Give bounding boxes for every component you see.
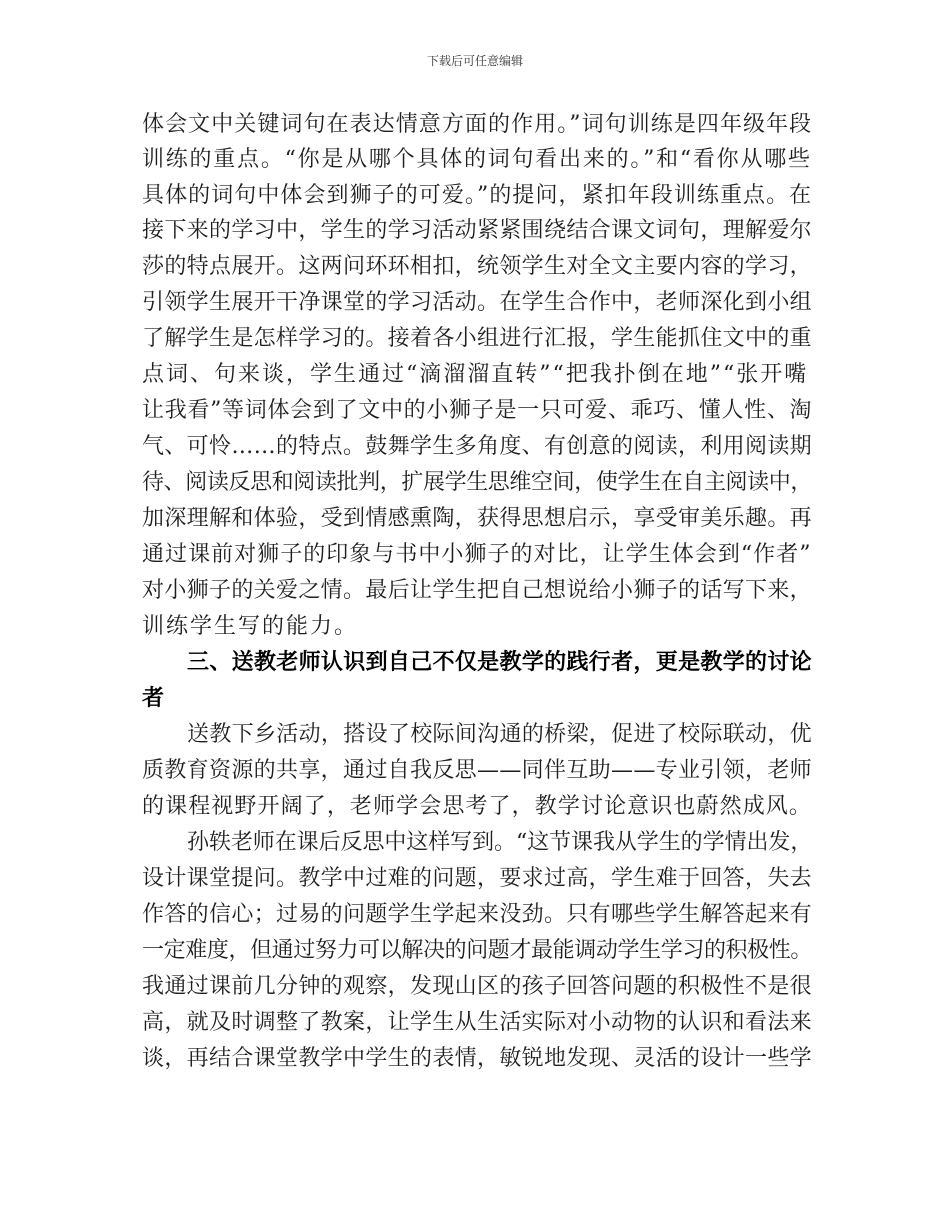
section-heading: 三、送教老师认识到自己不仅是教学的践行者，更是教学的讨论 [187, 650, 813, 675]
body-line: 加深理解和体验，受到情感熏陶，获得思想启示，享受审美乐趣。再 [142, 506, 813, 531]
body-line: 质教育资源的共享，通过自我反思——同伴互助——专业引领，老师 [142, 758, 813, 783]
body-line: 点词、句来谈，学生通过“滴溜溜直转”“把我扑倒在地”“张开嘴 [142, 362, 809, 387]
body-line: 一定难度，但通过努力可以解决的问题才最能调动学生学习的积极性。 [142, 938, 813, 963]
body-line: 具体的词句中体会到狮子的可爱。”的提问，紧扣年段训练重点。在 [142, 183, 813, 208]
body-line: 对小狮子的关爱之情。最后让学生把自己想说给小狮子的话写下来， [142, 578, 813, 603]
body-line: 了解学生是怎样学习的。接着各小组进行汇报，学生能抓住文中的重 [142, 326, 813, 351]
body-line: 谈，再结合课堂教学中学生的表情，敏锐地发现、灵活的设计一些学 [142, 1046, 813, 1071]
body-line: 作答的信心；过易的问题学生学起来没劲。只有哪些学生解答起来有 [142, 902, 813, 927]
body-line: 设计课堂提问。教学中过难的问题，要求过高，学生难于回答，失去 [142, 866, 813, 891]
body-line: 接下来的学习中，学生的学习活动紧紧围绕结合课文词句，理解爱尔 [142, 218, 813, 243]
body-line: 高，就及时调整了教案，让学生从生活实际对小动物的认识和看法来 [142, 1010, 813, 1035]
body-line: 送教下乡活动，搭设了校际间沟通的桥梁，促进了校际联动，优 [187, 722, 813, 747]
body-line: 待、阅读反思和阅读批判，扩展学生思维空间，使学生在自主阅读中， [142, 470, 813, 495]
body-line: 训练的重点。“你是从哪个具体的词句看出来的。”和“看你从哪些 [142, 147, 812, 172]
body-line: 引领学生展开干净课堂的学习活动。在学生合作中，老师深化到小组 [142, 290, 813, 315]
body-line: 的课程视野开阔了，老师学会思考了，教学讨论意识也蔚然成风。 [142, 794, 813, 819]
body-line: 通过课前对狮子的印象与书中小狮子的对比，让学生体会到“作者” [142, 542, 812, 567]
body-line: 训练学生写的能力。 [142, 614, 359, 639]
body-line: 莎的特点展开。这两问环环相扣，统领学生对全文主要内容的学习， [142, 254, 813, 279]
body-line: 体会文中关键词句在表达情意方面的作用。”词句训练是四年级年段 [142, 112, 813, 137]
page-header: 下载后可任意编辑 [426, 54, 523, 68]
body-line: 让我看”等词体会到了文中的小狮子是一只可爱、乖巧、懂人性、淘 [142, 398, 813, 423]
section-heading-continued: 者 [142, 686, 167, 711]
body-line: 我通过课前几分钟的观察，发现山区的孩子回答问题的积极性不是很 [142, 974, 813, 999]
body-line: 孙轶老师在课后反思中这样写到。“这节课我从学生的学情出发， [187, 830, 813, 855]
body-line: 气、可怜……的特点。鼓舞学生多角度、有创意的阅读，利用阅读期 [142, 434, 813, 459]
